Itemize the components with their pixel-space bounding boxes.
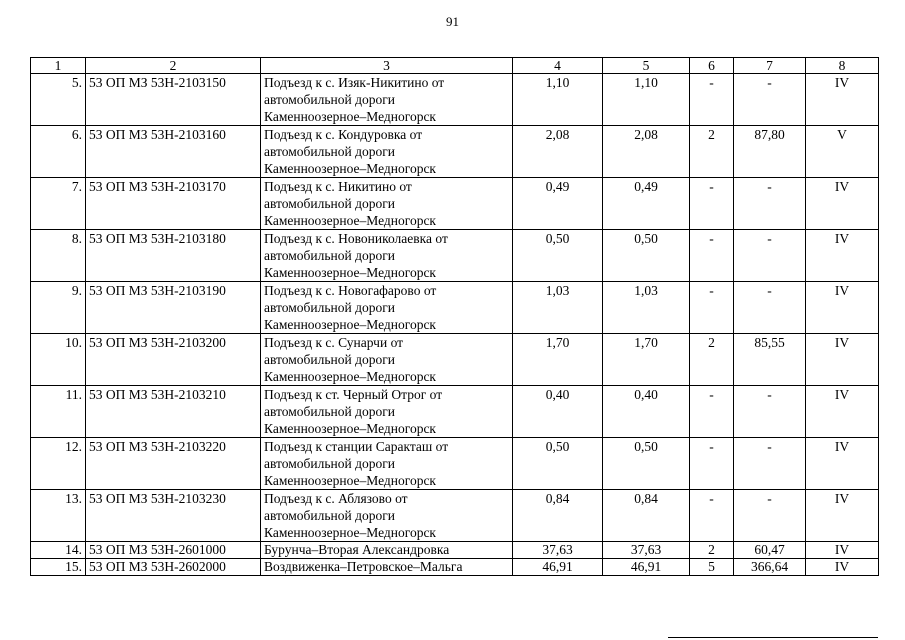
- column-6-cell: 2: [690, 542, 734, 559]
- row-number-cell: 8.: [31, 230, 86, 282]
- column-7-cell: -: [734, 438, 806, 490]
- column-8-cell: V: [806, 126, 879, 178]
- road-code-cell: 53 ОП МЗ 53Н-2103210: [86, 386, 261, 438]
- column-7-cell: -: [734, 386, 806, 438]
- column-4-cell: 37,63: [513, 542, 603, 559]
- road-name-line: автомобильной дороги: [264, 508, 395, 523]
- column-6-cell: -: [690, 438, 734, 490]
- column-4-cell: 46,91: [513, 559, 603, 576]
- column-7-cell: 87,80: [734, 126, 806, 178]
- road-name-line: Подъезд к с. Аблязово от: [264, 491, 408, 506]
- column-5-cell: 0,40: [603, 386, 690, 438]
- page-number: 91: [446, 14, 459, 29]
- table-row: [31, 178, 879, 230]
- road-name-line: автомобильной дороги: [264, 144, 395, 159]
- table-row: [31, 334, 879, 386]
- column-5-cell: 37,63: [603, 542, 690, 559]
- row-number-cell: 7.: [31, 178, 86, 230]
- column-5-cell: 1,03: [603, 282, 690, 334]
- table-row: [31, 230, 879, 282]
- road-name-cell: [261, 178, 513, 230]
- road-name-cell: [261, 334, 513, 386]
- table-row: [31, 559, 879, 576]
- column-8-cell: IV: [806, 178, 879, 230]
- column-8-cell: IV: [806, 490, 879, 542]
- column-5-cell: 1,10: [603, 74, 690, 126]
- column-header: 6: [690, 58, 734, 74]
- road-name-line: Бурунча–Вторая Александровка: [264, 542, 450, 557]
- road-name-line: автомобильной дороги: [264, 92, 395, 107]
- column-7-cell: 366,64: [734, 559, 806, 576]
- column-4-cell: 0,50: [513, 438, 603, 490]
- column-6-cell: 2: [690, 126, 734, 178]
- road-name-line: Каменноозерное–Медногорск: [264, 213, 436, 228]
- column-4-cell: 2,08: [513, 126, 603, 178]
- road-code-cell: 53 ОП МЗ 53Н-2103160: [86, 126, 261, 178]
- road-code-cell: 53 ОП МЗ 53Н-2602000: [86, 559, 261, 576]
- road-name-line: автомобильной дороги: [264, 352, 395, 367]
- road-name-cell: [261, 126, 513, 178]
- table-row: [31, 126, 879, 178]
- column-4-cell: 1,10: [513, 74, 603, 126]
- column-8-cell: IV: [806, 74, 879, 126]
- column-6-cell: 2: [690, 334, 734, 386]
- road-name-cell: [261, 490, 513, 542]
- road-name-line: Подъезд к ст. Черный Отрог от: [264, 387, 443, 402]
- table-row: [31, 386, 879, 438]
- road-code-cell: 53 ОП МЗ 53Н-2103170: [86, 178, 261, 230]
- road-code-cell: 53 ОП МЗ 53Н-2103150: [86, 74, 261, 126]
- road-name-line: Воздвиженка–Петровское–Мальга: [264, 559, 463, 574]
- table-row: [31, 438, 879, 490]
- road-code-cell: 53 ОП МЗ 53Н-2103230: [86, 490, 261, 542]
- table-row: [31, 282, 879, 334]
- row-number-cell: 12.: [31, 438, 86, 490]
- column-8-cell: IV: [806, 386, 879, 438]
- column-6-cell: -: [690, 74, 734, 126]
- column-7-cell: -: [734, 490, 806, 542]
- road-name-cell: [261, 438, 513, 490]
- road-name-line: Каменноозерное–Медногорск: [264, 109, 436, 124]
- road-code-cell: 53 ОП МЗ 53Н-2103180: [86, 230, 261, 282]
- road-name-line: Подъезд к с. Кондуровка от: [264, 127, 423, 142]
- road-name-line: Каменноозерное–Медногорск: [264, 525, 436, 540]
- column-7-cell: -: [734, 178, 806, 230]
- road-name-line: Каменноозерное–Медногорск: [264, 317, 436, 332]
- header-row: [31, 58, 879, 74]
- column-5-cell: 0,50: [603, 438, 690, 490]
- column-6-cell: -: [690, 282, 734, 334]
- column-8-cell: IV: [806, 542, 879, 559]
- column-6-cell: 5: [690, 559, 734, 576]
- column-6-cell: -: [690, 178, 734, 230]
- row-number-cell: 10.: [31, 334, 86, 386]
- row-number-cell: 14.: [31, 542, 86, 559]
- column-7-cell: -: [734, 282, 806, 334]
- road-name-line: Подъезд к с. Изяк-Никитино от: [264, 75, 445, 90]
- row-number-cell: 15.: [31, 559, 86, 576]
- row-number-cell: 5.: [31, 74, 86, 126]
- table-body: [31, 74, 879, 576]
- road-code-cell: 53 ОП МЗ 53Н-2601000: [86, 542, 261, 559]
- column-6-cell: -: [690, 386, 734, 438]
- column-8-cell: IV: [806, 282, 879, 334]
- road-name-line: Каменноозерное–Медногорск: [264, 421, 436, 436]
- road-name-line: Подъезд к с. Новогафарово от: [264, 283, 437, 298]
- road-name-line: Подъезд к с. Сунарчи от: [264, 335, 404, 350]
- road-name-cell: [261, 230, 513, 282]
- road-code-cell: 53 ОП МЗ 53Н-2103200: [86, 334, 261, 386]
- column-header: 2: [86, 58, 261, 74]
- column-8-cell: IV: [806, 559, 879, 576]
- road-name-line: Подъезд к станции Саракташ от: [264, 439, 449, 454]
- road-name-line: Каменноозерное–Медногорск: [264, 161, 436, 176]
- road-name-line: Подъезд к с. Новониколаевка от: [264, 231, 448, 246]
- column-4-cell: 1,03: [513, 282, 603, 334]
- column-header: 3: [261, 58, 513, 74]
- column-header: 7: [734, 58, 806, 74]
- column-header: 4: [513, 58, 603, 74]
- column-5-cell: 2,08: [603, 126, 690, 178]
- road-name-line: автомобильной дороги: [264, 300, 395, 315]
- road-code-cell: 53 ОП МЗ 53Н-2103220: [86, 438, 261, 490]
- road-name-cell: [261, 542, 513, 559]
- table-row: [31, 542, 879, 559]
- column-4-cell: 0,40: [513, 386, 603, 438]
- column-7-cell: 60,47: [734, 542, 806, 559]
- column-6-cell: -: [690, 230, 734, 282]
- row-number-cell: 13.: [31, 490, 86, 542]
- road-name-cell: [261, 282, 513, 334]
- column-4-cell: 0,84: [513, 490, 603, 542]
- column-5-cell: 0,50: [603, 230, 690, 282]
- road-name-line: Подъезд к с. Никитино от: [264, 179, 412, 194]
- row-number-cell: 6.: [31, 126, 86, 178]
- column-4-cell: 1,70: [513, 334, 603, 386]
- road-name-cell: [261, 74, 513, 126]
- road-name-line: Каменноозерное–Медногорск: [264, 473, 436, 488]
- row-number-cell: 11.: [31, 386, 86, 438]
- road-name-cell: [261, 386, 513, 438]
- road-code-cell: 53 ОП МЗ 53Н-2103190: [86, 282, 261, 334]
- table-row: [31, 490, 879, 542]
- bottom-rule: [668, 637, 878, 638]
- column-header: 1: [31, 58, 86, 74]
- column-4-cell: 0,49: [513, 178, 603, 230]
- column-4-cell: 0,50: [513, 230, 603, 282]
- table-row: [31, 74, 879, 126]
- column-6-cell: -: [690, 490, 734, 542]
- column-8-cell: IV: [806, 230, 879, 282]
- row-number-cell: 9.: [31, 282, 86, 334]
- column-5-cell: 46,91: [603, 559, 690, 576]
- road-name-line: Каменноозерное–Медногорск: [264, 369, 436, 384]
- road-name-line: автомобильной дороги: [264, 248, 395, 263]
- column-header: 8: [806, 58, 879, 74]
- column-8-cell: IV: [806, 334, 879, 386]
- road-name-line: автомобильной дороги: [264, 456, 395, 471]
- column-7-cell: 85,55: [734, 334, 806, 386]
- column-header: 5: [603, 58, 690, 74]
- road-name-line: автомобильной дороги: [264, 404, 395, 419]
- column-7-cell: -: [734, 230, 806, 282]
- column-8-cell: IV: [806, 438, 879, 490]
- column-5-cell: 0,49: [603, 178, 690, 230]
- road-name-line: автомобильной дороги: [264, 196, 395, 211]
- column-5-cell: 1,70: [603, 334, 690, 386]
- road-register-table: [30, 57, 879, 576]
- column-7-cell: -: [734, 74, 806, 126]
- road-name-cell: [261, 559, 513, 576]
- column-5-cell: 0,84: [603, 490, 690, 542]
- road-name-line: Каменноозерное–Медногорск: [264, 265, 436, 280]
